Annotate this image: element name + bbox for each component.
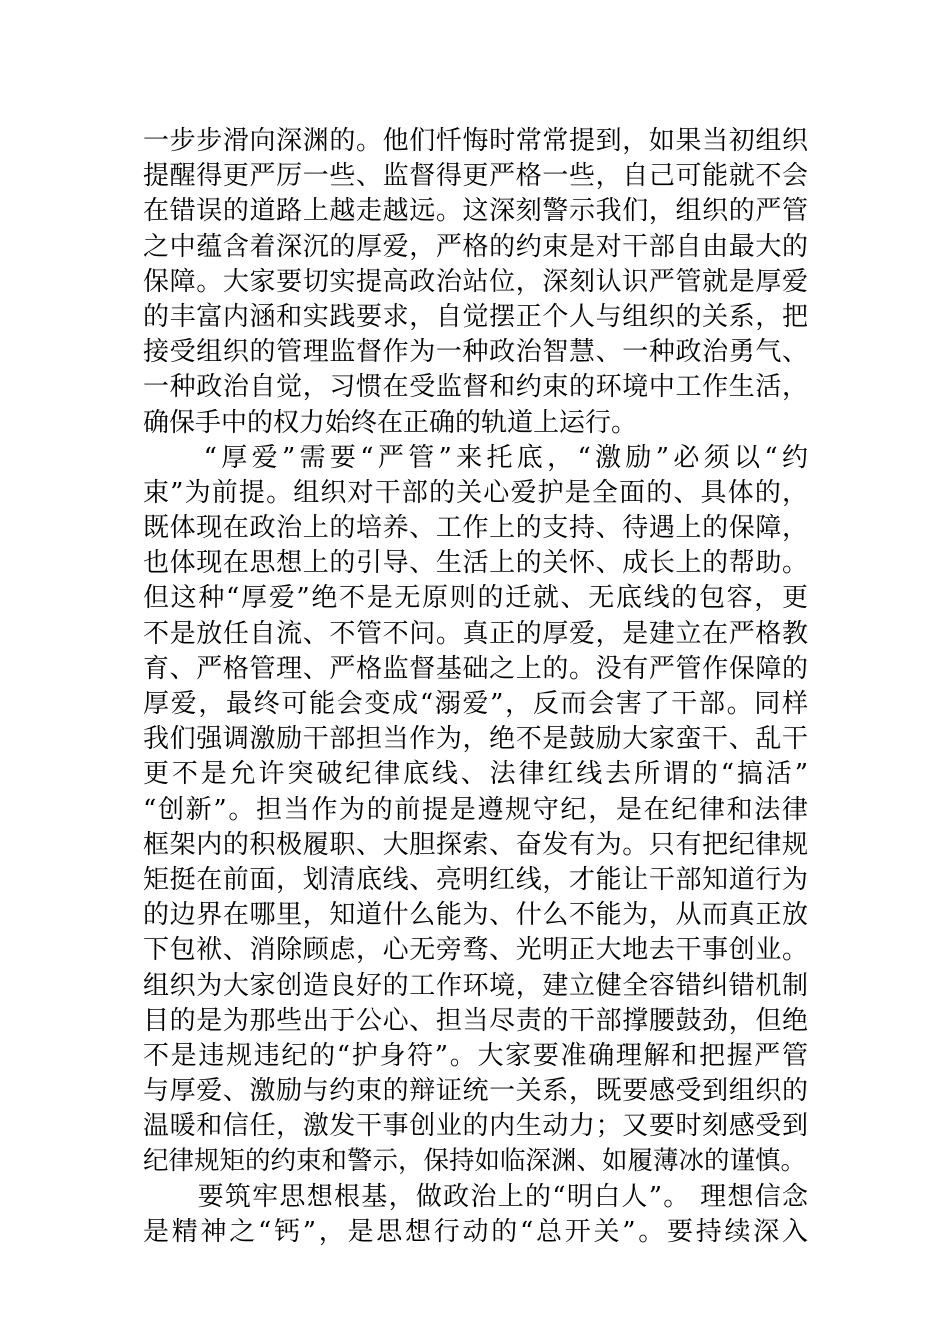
text-line: 提醒得更严厉一些、监督得更严格一些，自己可能就不会 [143, 161, 808, 192]
text-line: 目的是为那些出于公心、担当尽责的干部撑腰鼓劲，但绝 [143, 1005, 808, 1036]
text-line: 之中蕴含着深沉的厚爱，严格的约束是对干部自由最大的 [143, 231, 808, 262]
text-line: 我们强调激励干部担当作为，绝不是鼓励大家蛮干、乱干 [143, 724, 808, 755]
text-line: 不是违规违纪的“护身符”。大家要准确理解和把握严管 [143, 1040, 808, 1071]
text-line: 在错误的道路上越走越远。这深刻警示我们，组织的严管 [143, 196, 808, 227]
text-line: 束”为前提。组织对干部的关心爱护是全面的、具体的， [143, 477, 808, 508]
text-line: 与厚爱、激励与约束的辩证统一关系，既要感受到组织的 [143, 1076, 808, 1107]
text-line: 接受组织的管理监督作为一种政治智慧、一种政治勇气、 [143, 337, 808, 368]
paragraph [143, 1180, 808, 1250]
text-line: 既体现在政治上的培养、工作上的支持、待遇上的保障， [143, 513, 808, 544]
text-line: 要筑牢思想根基，做政治上的“明白人”。 理想信念 [143, 1181, 808, 1212]
text-line: 的边界在哪里，知道什么能为、什么不能为，从而真正放 [143, 900, 808, 931]
paragraph [143, 441, 808, 1180]
text-line: 育、严格管理、严格监督基础之上的。没有严管作保障的 [143, 653, 808, 684]
text-line: 温暖和信任，激发干事创业的内生动力；又要时刻感受到 [143, 1111, 808, 1142]
body-text [143, 124, 808, 1250]
text-line: 一步步滑向深渊的。他们忏悔时常常提到，如果当初组织 [143, 126, 808, 156]
text-line: 保障。大家要切实提高政治站位，深刻认识严管就是厚爱 [143, 266, 808, 297]
text-line: 下包袱、消除顾虑，心无旁骛、光明正大地去干事创业。 [143, 935, 808, 966]
text-line: 是精神之“钙”，是思想行动的“总开关”。要持续深入 [143, 1216, 808, 1247]
text-line: 但这种“厚爱”绝不是无原则的迁就、无底线的包容，更 [143, 583, 808, 614]
text-line: 框架内的积极履职、大胆探索、奋发有为。只有把纪律规 [143, 829, 808, 860]
text-line: 矩挺在前面，划清底线、亮明红线，才能让干部知道行为 [143, 864, 808, 895]
text-line: 一种政治自觉，习惯在受监督和约束的环境中工作生活， [143, 372, 808, 403]
text-line: 纪律规矩的约束和警示，保持如临深渊、如履薄冰的谨慎。 [143, 1146, 807, 1177]
text-line: 不是放任自流、不管不问。真正的厚爱，是建立在严格教 [143, 618, 808, 649]
text-line: “厚爱”需要“严管”来托底，“激励”必须以“约 [143, 442, 808, 473]
text-line: “创新”。担当作为的前提是遵规守纪，是在纪律和法律 [143, 794, 808, 825]
text-line: 厚爱，最终可能会变成“溺爱”，反而会害了干部。同样 [143, 689, 808, 719]
text-line: 组织为大家创造良好的工作环境，建立健全容错纠错机制 [143, 970, 808, 1001]
text-line: 的丰富内涵和实践要求，自觉摆正个人与组织的关系，把 [143, 301, 808, 332]
text-line: 确保手中的权力始终在正确的轨道上运行。 [143, 407, 638, 438]
text-line: 更不是允许突破纪律底线、法律红线去所谓的“搞活” [143, 759, 808, 790]
text-line: 也体现在思想上的引导、生活上的关怀、成长上的帮助。 [143, 548, 808, 579]
paragraph [143, 124, 808, 441]
